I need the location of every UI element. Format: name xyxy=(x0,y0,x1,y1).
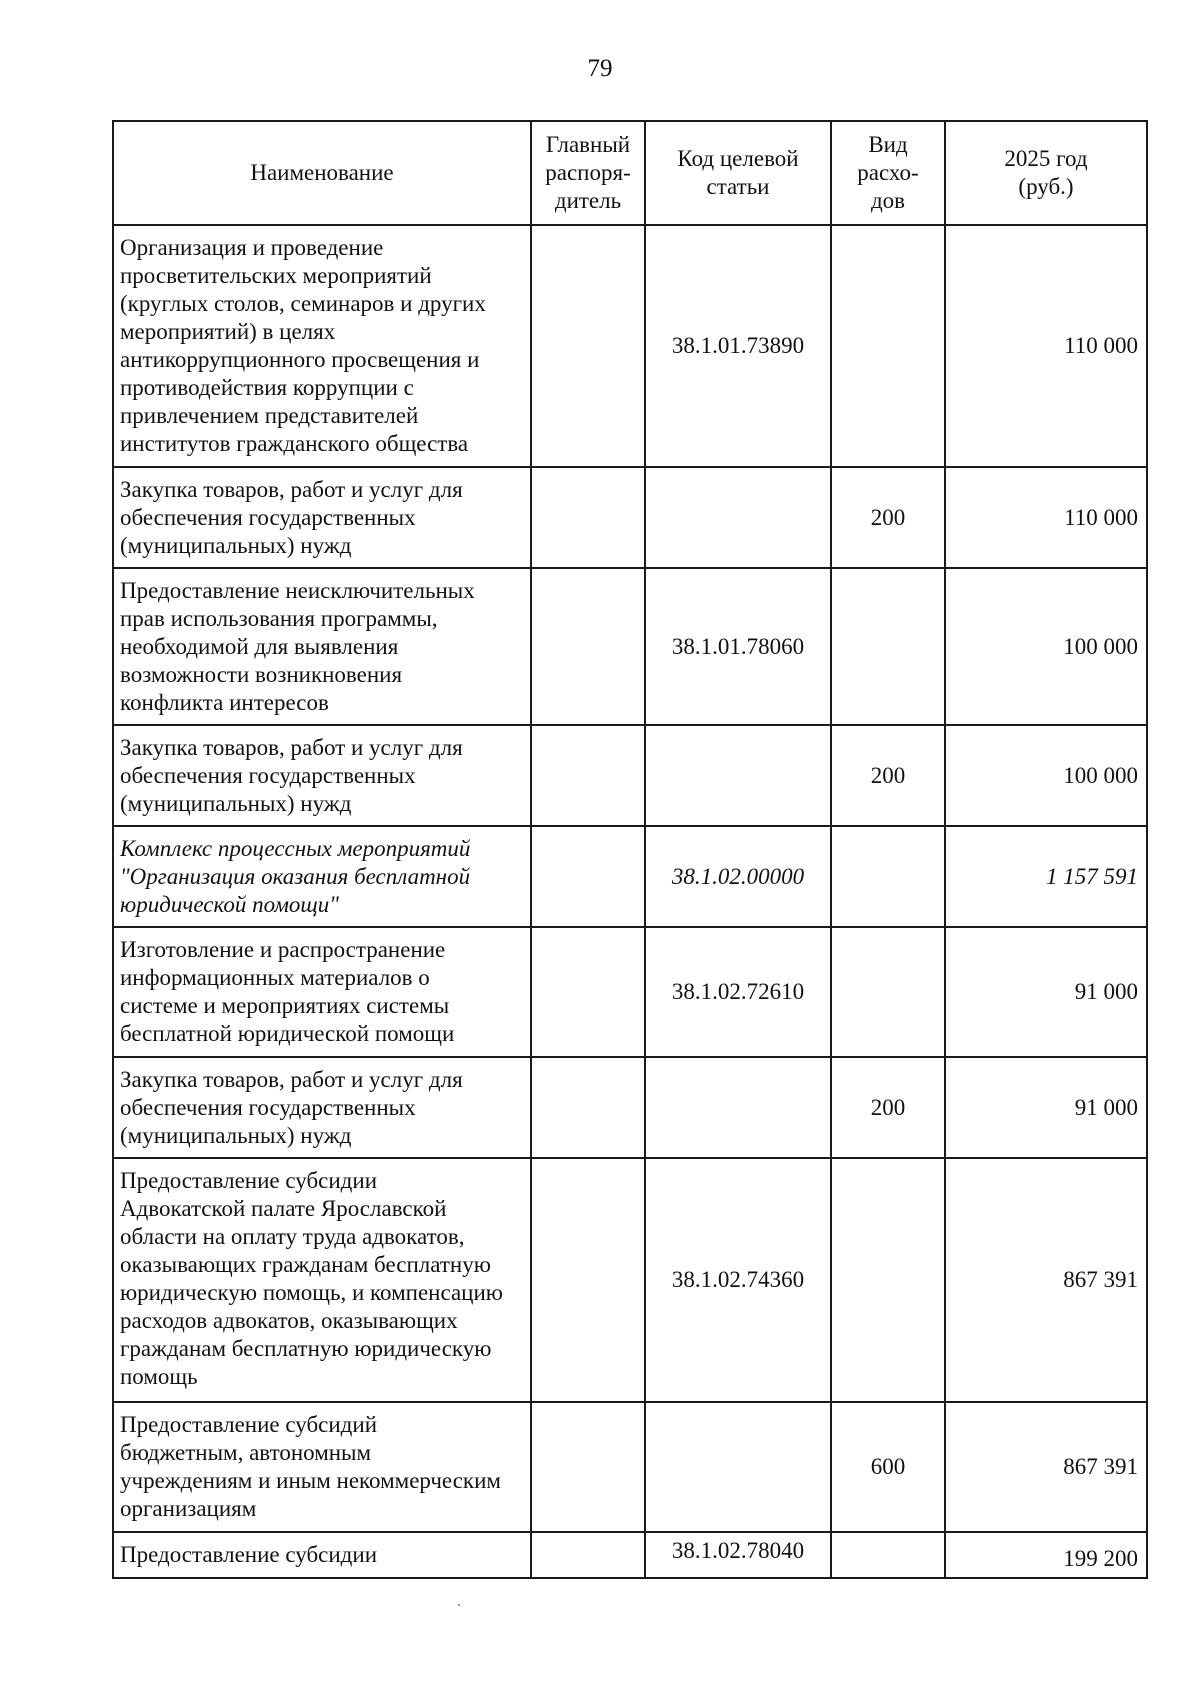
table-row xyxy=(113,1532,1147,1578)
row-name-cell xyxy=(113,467,531,568)
table-row xyxy=(113,826,1147,927)
row-amount-cell: 867 391 xyxy=(945,1158,1147,1402)
header-amount-line: (руб.) xyxy=(1018,174,1074,199)
row-amount-cell: 100 000 xyxy=(945,568,1147,725)
row-amount-cell: 91 000 xyxy=(945,1057,1147,1158)
row-name-cell xyxy=(113,225,531,467)
row-type-cell: 200 xyxy=(831,1057,945,1158)
row-name-line: бесплатной юридической помощи xyxy=(120,1021,455,1046)
row-name-line: Предоставление субсидий xyxy=(120,1412,377,1437)
row-type-cell xyxy=(831,1532,945,1578)
table-row xyxy=(113,1057,1147,1158)
row-name-line: Закупка товаров, работ и услуг для xyxy=(120,735,463,760)
row-name-line: обеспечения государственных xyxy=(120,763,416,788)
header-code-line: статьи xyxy=(706,174,770,199)
row-manager-cell xyxy=(531,725,645,826)
row-manager-cell xyxy=(531,1402,645,1532)
row-code-cell: 38.1.01.78060 xyxy=(645,568,831,725)
row-name-line: Предоставление субсидии xyxy=(120,1168,377,1193)
row-type-cell: 200 xyxy=(831,725,945,826)
row-name-line: Закупка товаров, работ и услуг для xyxy=(120,477,463,502)
header-manager-line: дитель xyxy=(554,188,622,213)
row-type-cell xyxy=(831,225,945,467)
row-name-line: области на оплату труда адвокатов, xyxy=(120,1224,465,1249)
row-name-line: Комплекс процессных мероприятий xyxy=(120,836,471,861)
row-name-line: (муниципальных) нужд xyxy=(120,533,352,558)
header-type xyxy=(831,121,945,225)
header-type-line: Вид xyxy=(868,132,908,157)
row-type-cell xyxy=(831,1158,945,1402)
row-name-line: юридической помощи" xyxy=(120,892,339,917)
row-manager-cell xyxy=(531,1057,645,1158)
row-code-cell: 38.1.02.74360 xyxy=(645,1158,831,1402)
row-name-line: (муниципальных) нужд xyxy=(120,791,352,816)
row-name-line: институтов гражданского общества xyxy=(120,431,469,456)
header-type-line: расхо- xyxy=(857,160,919,185)
budget-table xyxy=(112,120,1148,1579)
row-name-line: Изготовление и распространение xyxy=(120,937,446,962)
table-row xyxy=(113,467,1147,568)
row-code-cell xyxy=(645,725,831,826)
header-name: Наименование xyxy=(113,121,531,225)
row-amount-cell: 867 391 xyxy=(945,1402,1147,1532)
row-name-line: противодействия коррупции с xyxy=(120,375,414,400)
row-name-line: (муниципальных) нужд xyxy=(120,1123,352,1148)
table-row xyxy=(113,725,1147,826)
row-manager-cell xyxy=(531,467,645,568)
scan-dot xyxy=(458,1604,460,1606)
row-name-line: необходимой для выявления xyxy=(120,634,399,659)
row-type-cell: 200 xyxy=(831,467,945,568)
row-manager-cell xyxy=(531,826,645,927)
row-name-line: бюджетным, автономным xyxy=(120,1440,372,1465)
row-name-line: возможности возникновения xyxy=(120,662,403,687)
row-amount-cell: 91 000 xyxy=(945,927,1147,1057)
row-amount-cell: 110 000 xyxy=(945,225,1147,467)
row-name-line: Адвокатской палате Ярославской xyxy=(120,1196,447,1221)
header-manager xyxy=(531,121,645,225)
row-name-line: помощь xyxy=(120,1364,198,1389)
header-code-line: Код целевой xyxy=(677,146,799,171)
row-name-line: мероприятий) в целях xyxy=(120,319,336,344)
row-name-cell xyxy=(113,1158,531,1402)
table-row xyxy=(113,225,1147,467)
header-amount xyxy=(945,121,1147,225)
row-name-line: "Организация оказания бесплатной xyxy=(120,864,471,889)
row-manager-cell xyxy=(531,1532,645,1578)
row-code-cell: 38.1.01.73890 xyxy=(645,225,831,467)
table-body xyxy=(113,225,1147,1578)
header-type-line: дов xyxy=(870,188,906,213)
header-amount-line: 2025 год xyxy=(1004,146,1088,171)
table-row xyxy=(113,927,1147,1057)
row-code-cell: 38.1.02.78040 xyxy=(645,1532,831,1578)
row-type-cell: 600 xyxy=(831,1402,945,1532)
row-name-line: антикоррупционного просвещения и xyxy=(120,347,480,372)
row-name-cell xyxy=(113,927,531,1057)
row-name-line: прав использования программы, xyxy=(120,606,438,631)
row-name-cell xyxy=(113,725,531,826)
row-type-cell xyxy=(831,927,945,1057)
header-code xyxy=(645,121,831,225)
row-name-cell xyxy=(113,1057,531,1158)
table-row xyxy=(113,568,1147,725)
row-name-cell xyxy=(113,1402,531,1532)
row-name-line: юридическую помощь, и компенсацию xyxy=(120,1280,503,1305)
row-amount-cell: 110 000 xyxy=(945,467,1147,568)
header-manager-line: Главный xyxy=(545,132,631,157)
header-manager-line: распоря- xyxy=(545,160,631,185)
row-code-cell: 38.1.02.72610 xyxy=(645,927,831,1057)
row-manager-cell xyxy=(531,225,645,467)
row-manager-cell xyxy=(531,927,645,1057)
row-name-line: учреждениям и иным некоммерческим xyxy=(120,1468,501,1493)
row-code-cell xyxy=(645,467,831,568)
header-row xyxy=(113,121,1147,225)
row-name-line: Закупка товаров, работ и услуг для xyxy=(120,1067,463,1092)
row-type-cell xyxy=(831,826,945,927)
row-name-line: (круглых столов, семинаров и других xyxy=(120,291,486,316)
row-amount-cell: 199 200 xyxy=(945,1532,1147,1578)
row-manager-cell xyxy=(531,1158,645,1402)
row-amount-cell: 100 000 xyxy=(945,725,1147,826)
row-name-line: расходов адвокатов, оказывающих xyxy=(120,1308,458,1333)
row-name-line: Предоставление неисключительных xyxy=(120,578,475,603)
row-name-line: организациям xyxy=(120,1496,257,1521)
row-name-line: обеспечения государственных xyxy=(120,1095,416,1120)
row-name-cell xyxy=(113,568,531,725)
row-name-cell xyxy=(113,1532,531,1578)
row-manager-cell xyxy=(531,568,645,725)
row-name-line: Предоставление субсидии xyxy=(120,1542,377,1567)
table-row xyxy=(113,1158,1147,1402)
row-amount-cell: 1 157 591 xyxy=(945,826,1147,927)
row-name-line: конфликта интересов xyxy=(120,690,329,715)
row-code-cell xyxy=(645,1057,831,1158)
row-name-line: обеспечения государственных xyxy=(120,505,416,530)
row-code-cell: 38.1.02.00000 xyxy=(645,826,831,927)
row-code-cell xyxy=(645,1402,831,1532)
row-name-line: привлечением представителей xyxy=(120,403,419,428)
row-name-line: просветительских мероприятий xyxy=(120,263,432,288)
row-name-line: системе и мероприятиях системы xyxy=(120,993,450,1018)
row-name-cell xyxy=(113,826,531,927)
row-name-line: оказывающих гражданам бесплатную xyxy=(120,1252,491,1277)
row-name-line: гражданам бесплатную юридическую xyxy=(120,1336,492,1361)
row-name-line: информационных материалов о xyxy=(120,965,430,990)
page-number: 79 xyxy=(587,55,613,82)
row-type-cell xyxy=(831,568,945,725)
row-name-line: Организация и проведение xyxy=(120,235,384,260)
table-row xyxy=(113,1402,1147,1532)
